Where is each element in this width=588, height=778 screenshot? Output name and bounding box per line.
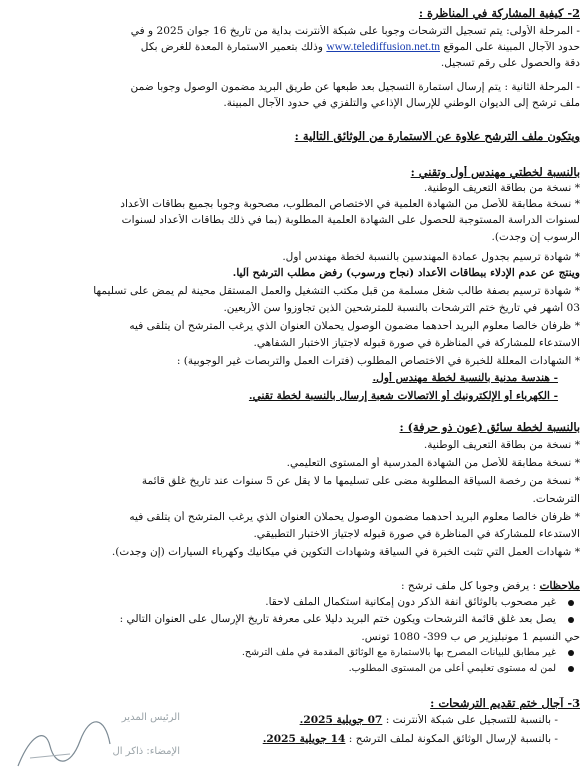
drv-item-3a: * نسخة من رخصة السياقة المطلوبة مضى على تسليمها ما لا يقل عن 5 سنوات عند تاريخ غلق قائمة <box>141 475 580 487</box>
s3-item-2-date: 14 جويلية 2025. <box>262 733 346 745</box>
drv-item-4a: * ظرفان خالصا معلوم البريد أحدهما مضمون الوصول يحملان العنوان الذي يرغب المترشح أن يتلقى فيه <box>129 511 580 523</box>
eng-item-5a: * ظرفان خالصا معلوم البريد أحدهما مضمون الوصول يحملان العنوان الذي يرغب المترشح أن يتلقى فيه <box>129 320 580 332</box>
s2-line-5: ملف ترشح إلى الديوان الوطني للإرسال الإذاعي والتلفزي في حدود الآجال المبينة. <box>223 97 580 109</box>
eng-item-2a: * نسخة مطابقة للأصل من الشهادة العلمية في الاختصاص المطلوب، مصحوبة وجوبا بجميع بطاقات الأعداد <box>120 198 580 210</box>
s2-line-2-a: حدود الآجال المبينة على الموقع <box>443 41 580 53</box>
eng-item-1: * نسخة من بطاقة التعريف الوطنية. <box>423 182 580 194</box>
notes-item-4: لمن له مستوى تعليمي أعلى من المستوى المطلوب. <box>348 663 556 674</box>
eng-item-2c: الرسوب إن وجدت). <box>491 231 580 243</box>
eng-item-6b: - الكهرباء أو الإلكترونيك أو الاتصالات شعبة إرسال بالنسبة لخطة تقني. <box>248 390 558 402</box>
telediffusion-link[interactable]: www.telediffusion.net.tn <box>326 41 441 53</box>
notes-title: ملاحظات <box>539 580 580 592</box>
eng-item-2b: لسنوات الدراسة المستوجبة للحصول على الشهادة العلمية المطلوبة (بما في ذلك بطاقات الأعداد لسنوات <box>121 214 580 226</box>
drv-item-1: * نسخة من بطاقة التعريف الوطنية. <box>423 439 580 451</box>
notes-item-2a: يصل بعد غلق قائمة الترشحات ويكون ختم البريد دليلا على معرفة تاريخ الإرسال على العنوان التالي : <box>119 613 556 625</box>
section-3-title: 3- آجال ختم تقديم الترشحات : <box>430 697 580 710</box>
docs-title: ويتكون ملف الترشح علاوة عن الاستمارة من الوثائق التالية : <box>294 130 580 143</box>
notes-item-2b: حي النسيم 1 مونبليزير ص ب 399- 1080 تونس. <box>361 631 580 643</box>
eng-warning: وينتج عن عدم الإدلاء ببطاقات الأعداد (نجاح ورسوب) رفض مطلب الترشح آليا. <box>232 267 580 279</box>
notes-item-3: غير مطابق للبيانات المصرح بها بالاستمارة مع الوثائق المقدمة في ملف الترشح. <box>241 647 556 658</box>
eng-item-6: * الشهادات المعللة للخبرة في الاختصاص المطلوب (فترات العمل والتربصات غير الوجوبية) : <box>176 355 580 367</box>
drv-item-5: * شهادات العمل التي تثبت الخبرة في السياقة وشهادات التكوين في ميكانيك وكهرباء السيارات (إن وجدت). <box>111 546 580 558</box>
driver-section-title: بالنسبة لخطة سائق (عون ذو حرفة) : <box>399 421 580 434</box>
bullet-icon <box>568 650 574 656</box>
bullet-icon <box>568 617 574 623</box>
eng-item-5b: الاستدعاء للمشاركة في المناظرة في صورة قبوله لاجتياز الاختبار الشفاهي. <box>253 337 580 349</box>
signature-name: الإمضاء: ذاكر ال <box>112 746 180 757</box>
s2-line-3: دقة والحصول على رقم تسجيل. <box>440 57 580 69</box>
signature-stamp <box>10 706 210 774</box>
engineer-section-title: بالنسبة لخطتي مهندس أول وتقني : <box>410 166 580 179</box>
eng-item-4b: 03 أشهر في تاريخ ختم الترشحات بالنسبة للمترشحين الذين تجاوزوا سن الأربعين. <box>223 302 580 314</box>
s3-item-1-label: - بالنسبة للتسجيل على شبكة الأنترنت : <box>385 714 558 726</box>
s2-line-2 <box>8 41 580 54</box>
drv-item-4b: الاستدعاء للمشاركة في المناظرة في صورة قبوله لاجتياز الاختبار التطبيقي. <box>253 528 580 540</box>
bullet-icon <box>568 600 574 606</box>
eng-item-6a: - هندسة مدنية بالنسبة لخطة مهندس أول. <box>372 372 558 384</box>
drv-item-3b: الترشحات. <box>532 493 580 505</box>
s2-line-2-b: وذلك بتعمير الاستمارة المعدة للغرض بكل <box>140 41 323 53</box>
notes-item-1: غير مصحوب بالوثائق آنفة الذكر دون إمكانية استكمال الملف لاحقا. <box>265 596 556 608</box>
drv-item-2: * نسخة مطابقة للأصل من الشهادة المدرسية أو المستوى التعليمي. <box>286 457 580 469</box>
signature-title: الرئيس المدير <box>121 712 180 723</box>
eng-item-3: * شهادة ترسيم بجدول عمادة المهندسين بالنسبة لخطة مهندس أول. <box>282 251 580 263</box>
section-2-title: 2- كيفية المشاركة في المناظرة : <box>418 7 580 20</box>
notes-header <box>8 580 580 593</box>
s2-line-4: - المرحلة الثانية : يتم إرسال استمارة التسجيل بعد طبعها عن طريق البريد مضمون الوصول وجوبا ضمن <box>130 81 580 93</box>
s3-item-1-date: 07 جويلية 2025. <box>299 714 383 726</box>
s3-item-2-label: - بالنسبة لإرسال الوثائق المكونة لملف الترشح : <box>348 733 558 745</box>
bullet-icon <box>568 666 574 672</box>
eng-item-4a: * شهادة ترسيم بصفة طالب شغل مسلمة من قبل مكتب التشغيل والعمل المستقل محينة لم يمض على تسليمها <box>93 285 580 297</box>
s2-line-1: - المرحلة الأولى: يتم تسجيل الترشحات وجوبا على شبكة الأنترنت بداية من تاريخ 16 جوان 2025 و في <box>130 25 580 37</box>
notes-intro: : يرفض وجوبا كل ملف ترشح : <box>400 580 537 592</box>
